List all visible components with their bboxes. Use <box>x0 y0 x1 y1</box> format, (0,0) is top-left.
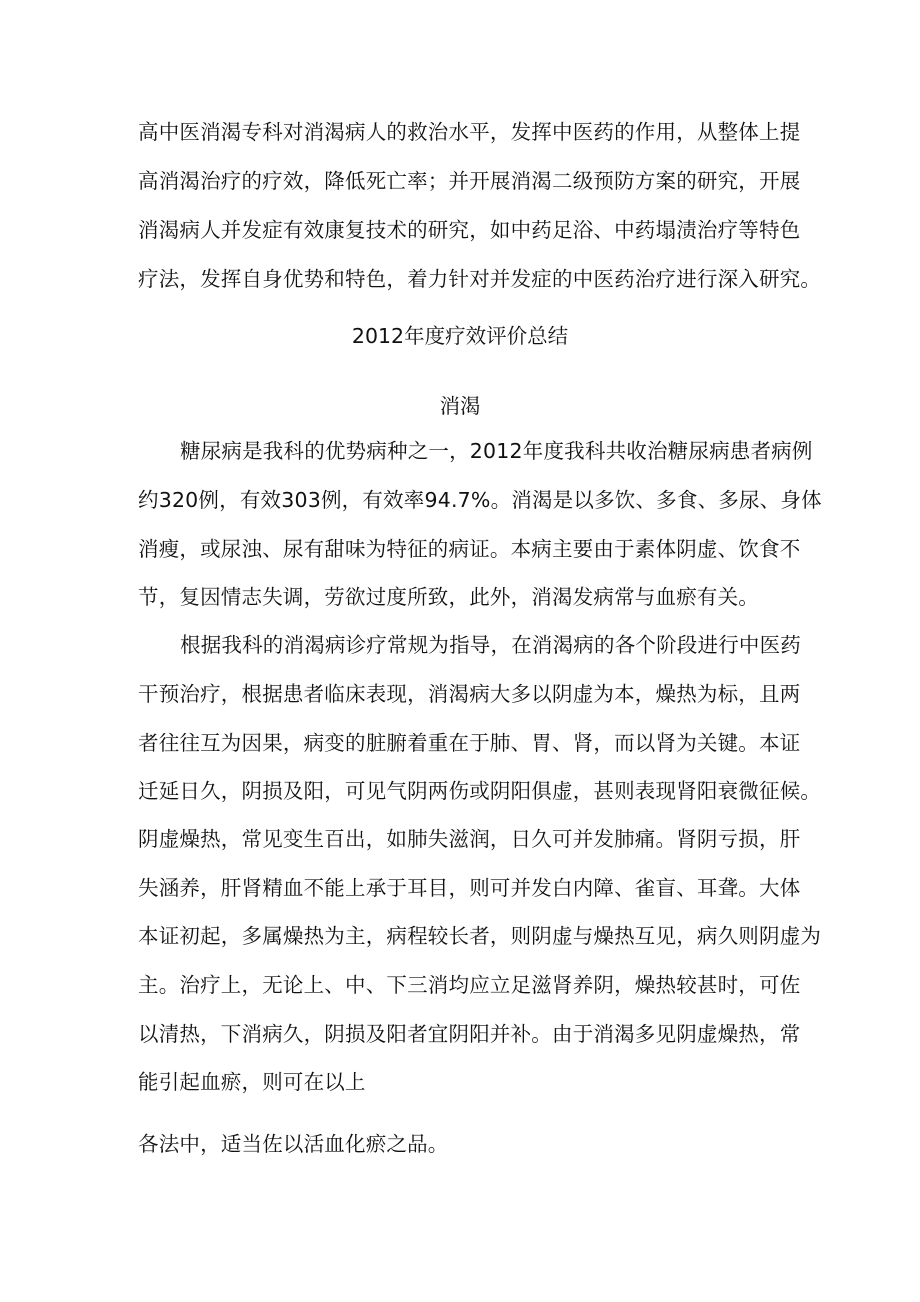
section-title: 2012年度疗效评价总结 <box>351 324 569 348</box>
paragraph-line: 消瘦，或尿浊、尿有甜味为特征的病证。本病主要由于素体阴虚、饮食不 <box>138 537 801 561</box>
intro-line: 高中医消渴专科对消渴病人的救治水平，发挥中医药的作用，从整体上提 <box>138 120 801 144</box>
intro-line: 疗法，发挥自身优势和特色，着力针对并发症的中医药治疗进行深入研究。 <box>138 267 822 291</box>
paragraph-line: 失涵养，肝肾精血不能上承于耳目，则可并发白内障、雀盲、耳聋。大体 <box>138 876 801 900</box>
paragraph-line: 者往往互为因果，病变的脏腑着重在于肺、胃、肾，而以肾为关键。本证 <box>138 731 801 755</box>
paragraph-line: 本证初起，多属燥热为主，病程较长者，则阴虚与燥热互见，病久则阴虚为 <box>138 924 822 948</box>
paragraph-line: 主。治疗上，无论上、中、下三消均应立足滋肾养阴，燥热较甚时，可佐 <box>138 973 801 997</box>
paragraph-line: 根据我科的消渴病诊疗常规为指导，在消渴病的各个阶段进行中医药 <box>180 633 801 657</box>
paragraph-line: 以清热，下消病久，阴损及阳者宜阴阳并补。由于消渴多见阴虚燥热，常 <box>138 1022 801 1046</box>
paragraph-line: 节，复因情志失调，劳欲过度所致，此外，消渴发病常与血瘀有关。 <box>138 585 759 609</box>
paragraph-line: 糖尿病是我科的优势病种之一，2012年度我科共收治糖尿病患者病例 <box>180 439 813 463</box>
intro-line: 高消渴治疗的疗效，降低死亡率；并开展消渴二级预防方案的研究，开展 <box>138 169 801 193</box>
paragraph-line: 能引起血瘀，则可在以上 <box>138 1070 366 1094</box>
paragraph-line: 阴虚燥热，常见变生百出，如肺失滋润，日久可并发肺痛。肾阴亏损，肝 <box>138 827 801 851</box>
paragraph-line: 干预治疗，根据患者临床表现，消渴病大多以阴虚为本，燥热为标，且两 <box>138 682 801 706</box>
subsection-title: 消渴 <box>439 394 481 418</box>
paragraph-line: 约320例，有效303例，有效率94.7%。消渴是以多饮、多食、多尿、身体 <box>138 488 822 512</box>
paragraph-line: 迁延日久，阴损及阳，可见气阴两伤或阴阳俱虚，甚则表现肾阳衰微征候。 <box>138 779 822 803</box>
intro-line: 消渴病人并发症有效康复技术的研究，如中药足浴、中药塌渍治疗等特色 <box>138 218 801 242</box>
closing-line: 各法中，适当佐以活血化瘀之品。 <box>138 1132 449 1156</box>
